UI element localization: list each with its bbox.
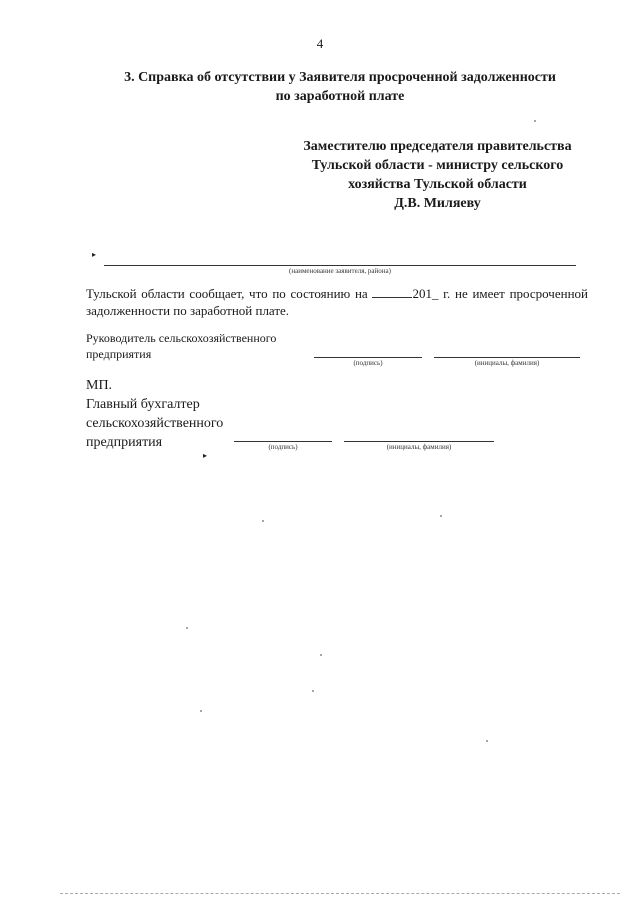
addressee-line-2: Тульской области - министру сельского: [311, 158, 564, 173]
head-label-line-1: Руководитель сельскохозяйственного: [86, 331, 277, 345]
scan-speck: [534, 120, 536, 122]
title-line-2: по заработной плате: [275, 89, 405, 104]
scan-speck: [200, 710, 202, 712]
head-name-caption: (инициалы, фамилия): [474, 359, 540, 367]
head-label: [86, 330, 326, 362]
head-signature-caption: (подпись): [353, 359, 383, 367]
scan-speck: [440, 515, 442, 517]
scan-speck: [320, 654, 322, 656]
statement-part-2: 201_ г. не имеет просроченной задолженности по заработной плате.: [86, 286, 588, 318]
applicant-caption: (наименование заявителя, района): [289, 267, 391, 275]
addressee-line-1: Заместителю председателя правительства: [303, 139, 572, 154]
head-label-line-2: предприятия: [86, 347, 152, 361]
addressee-line-3: хозяйства Тульской области: [348, 177, 527, 192]
accountant-signature-caption: (подпись): [268, 443, 298, 451]
document-title: [60, 68, 620, 106]
head-signature-line: [314, 357, 422, 358]
addressee-line-4: Д.В. Миляеву: [394, 196, 481, 211]
statement-text: [86, 285, 588, 319]
scan-speck: [312, 690, 314, 692]
statement-part-1: Тульской области сообщает, что по состоянию на: [86, 286, 368, 301]
accountant-label-line-3: предприятия: [86, 435, 163, 450]
scan-edge-noise: [60, 893, 620, 894]
accountant-name-line: [344, 441, 494, 442]
scan-speck: [186, 627, 188, 629]
scan-speck: [262, 520, 264, 522]
page-number: 4: [316, 36, 324, 51]
applicant-name-line: [104, 265, 576, 266]
accountant-signature-line: [234, 441, 332, 442]
title-line-1: 3. Справка об отсутствии у Заявителя просроченной задолженности: [124, 70, 556, 85]
stamp-label: МП.: [86, 378, 113, 393]
bullet-mark: ▸: [92, 250, 97, 259]
date-blank: [372, 286, 412, 298]
scan-speck: [486, 740, 488, 742]
accountant-label-line-2: сельскохозяйственного: [86, 416, 224, 431]
addressee-block: [275, 137, 600, 213]
accountant-label-line-1: Главный бухгалтер: [86, 397, 200, 412]
bullet-mark: ▸: [203, 451, 208, 460]
head-name-line: [434, 357, 580, 358]
accountant-name-caption: (инициалы, фамилия): [386, 443, 452, 451]
